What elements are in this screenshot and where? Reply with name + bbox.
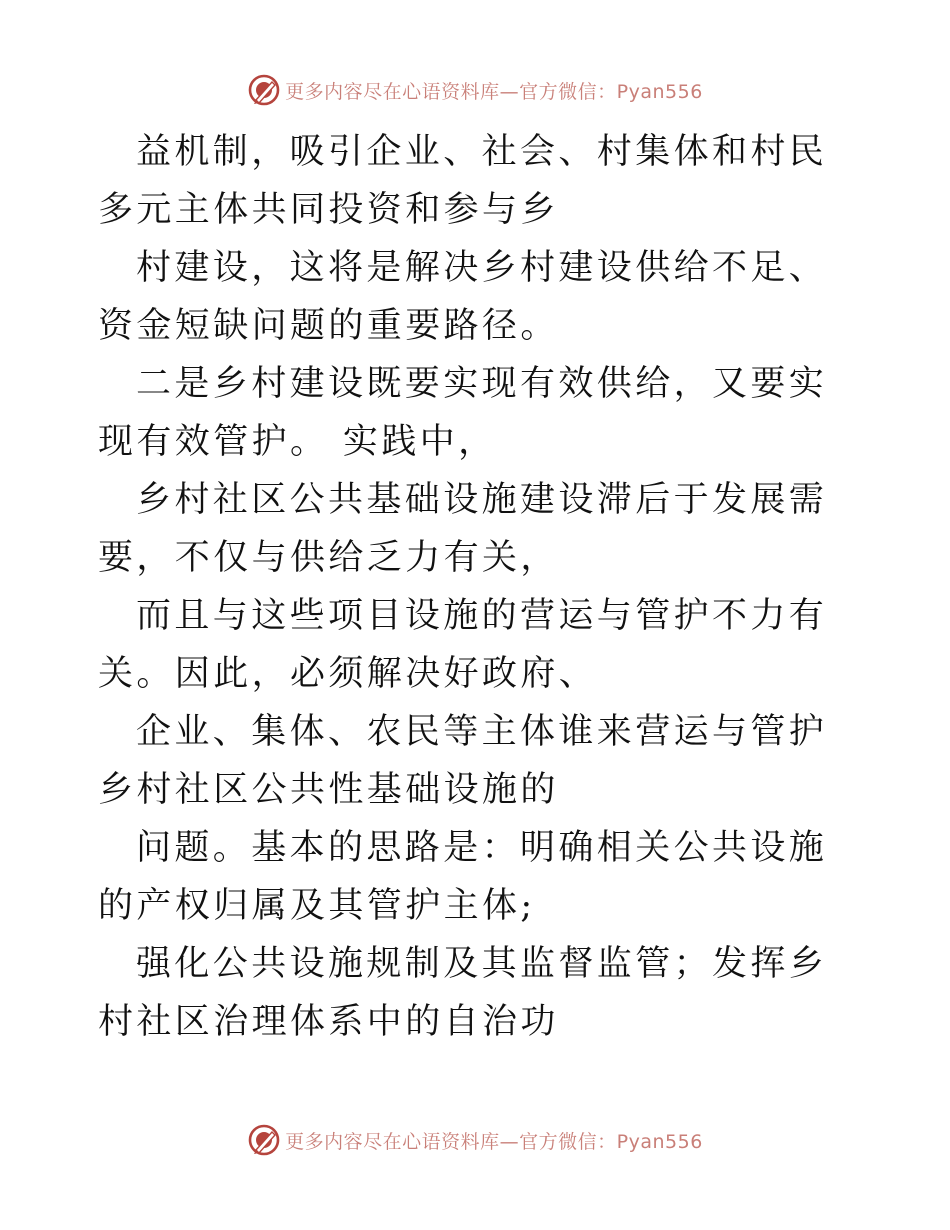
paragraph: 益机制，吸引企业、社会、村集体和村民多元主体共同投资和参与乡 — [98, 132, 828, 230]
footer-banner — [0, 1118, 950, 1162]
paragraph: 村建设，这将是解决乡村建设供给不足、资金短缺问题的重要路径。 — [98, 248, 828, 346]
paragraph: 二是乡村建设既要实现有效供给，又要实现有效管护。 实践中， — [98, 364, 828, 462]
paragraph: 乡村社区公共基础设施建设滞后于发展需要，不仅与供给乏力有关， — [98, 480, 828, 578]
paragraph: 而且与这些项目设施的营运与管护不力有关。因此，必须解决好政府、 — [98, 596, 828, 694]
paragraph: 企业、集体、农民等主体谁来营运与管护乡村社区公共性基础设施的 — [98, 712, 828, 810]
banner-text: 更多内容尽在心语资料库—官方微信：Pyan556 — [285, 80, 703, 103]
header-banner — [0, 68, 950, 112]
pen-logo-icon — [247, 1123, 281, 1157]
banner-text: 更多内容尽在心语资料库—官方微信：Pyan556 — [285, 1130, 703, 1153]
document-body — [98, 123, 858, 1051]
paragraph: 问题。基本的思路是：明确相关公共设施的产权归属及其管护主体; — [98, 828, 828, 926]
paragraph: 强化公共设施规制及其监督监管；发挥乡村社区治理体系中的自治功 — [98, 944, 828, 1042]
pen-logo-icon — [247, 73, 281, 107]
